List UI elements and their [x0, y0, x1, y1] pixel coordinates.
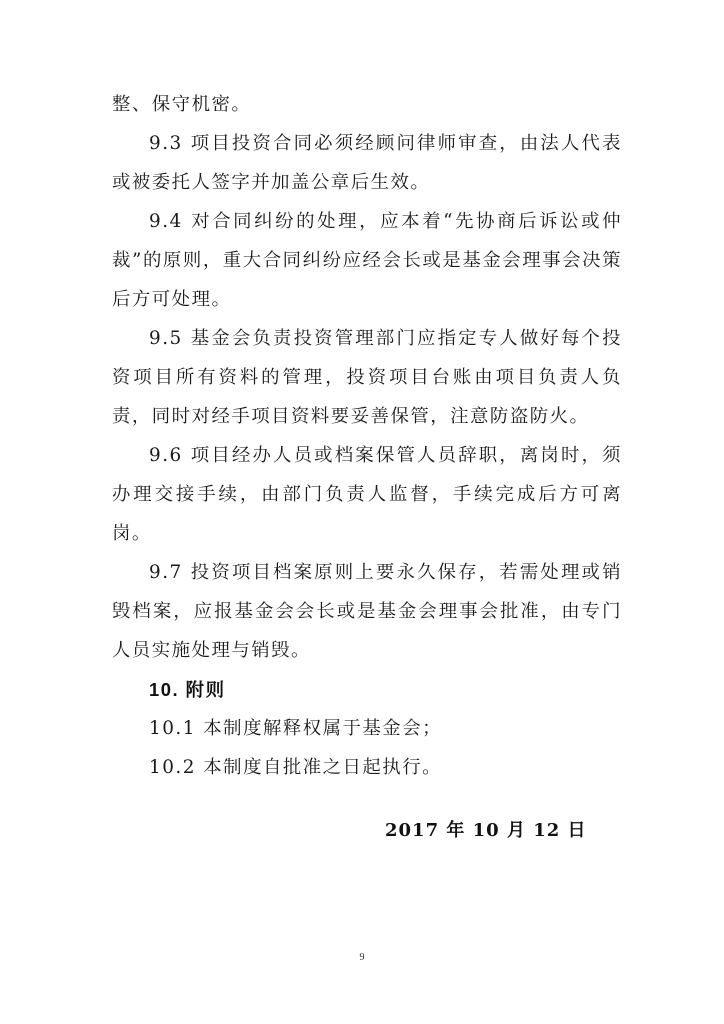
- page-number: 9: [359, 952, 365, 963]
- document-body: [112, 85, 622, 787]
- paragraph-9-7: 9.7 投资项目档案原则上要永久保存，若需处理或销毁档案，应报基金会会长或是基金会理事会批准，由专门人员实施处理与销毁。: [112, 562, 622, 661]
- paragraph-continuation: 整、保守机密。: [112, 94, 252, 115]
- paragraph-9-4: 9.4 对合同纠纷的处理，应本着“先协商后诉讼或仲裁”的原则，重大合同纠纷应经会长或是基金会理事会决策后方可处理。: [112, 211, 622, 310]
- paragraph-9-3: 9.3 项目投资合同必须经顾问律师审查，由法人代表或被委托人签字并加盖公章后生效。: [112, 133, 622, 193]
- signature-date: 2017 年 10 月 12 日: [385, 820, 587, 841]
- clause-10-1: 10.1 本制度解释权属于基金会；: [149, 718, 442, 739]
- section-heading: 10. 附则: [149, 679, 226, 700]
- paragraph-9-5: 9.5 基金会负责投资管理部门应指定专人做好每个投资项目所有资料的管理，投资项目台账由项目负责人负责，同时对经手项目资料要妥善保管，注意防盗防火。: [112, 328, 622, 427]
- paragraph-9-6: 9.6 项目经办人员或档案保管人员辞职，离岗时，须办理交接手续，由部门负责人监督，手续完成后方可离岗。: [112, 445, 622, 544]
- clause-10-2: 10.2 本制度自批准之日起执行。: [149, 757, 442, 778]
